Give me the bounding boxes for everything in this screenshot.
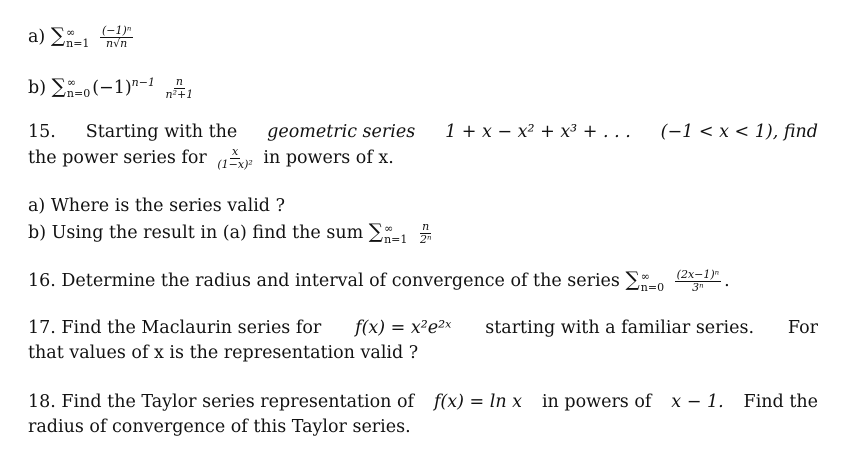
- item-b: [28, 72, 198, 101]
- fraction: [418, 221, 433, 246]
- q16-period: .: [724, 271, 730, 291]
- sum-upper: ∞: [384, 221, 394, 235]
- q16-line: [28, 268, 730, 294]
- fraction: [164, 76, 196, 101]
- q15-line2: [28, 146, 394, 171]
- q18-line2: radius of convergence of this Taylor series.: [28, 417, 411, 437]
- q17-text: For: [787, 318, 818, 338]
- q15-number: 15.: [28, 122, 56, 142]
- q15-part-b: [28, 220, 436, 246]
- fraction-numerator: n: [422, 220, 430, 233]
- sum-lower: n=0: [640, 280, 665, 294]
- q18-line1: [28, 391, 818, 413]
- sum-symbol: ∑: [51, 73, 66, 98]
- q15-part-b-text: b) Using the result in (a) find the sum: [28, 223, 364, 243]
- sum-upper: ∞: [640, 269, 650, 283]
- q15-text: the power series for: [28, 148, 207, 168]
- sum-symbol: ∑: [625, 267, 640, 291]
- q16-text: 16. Determine the radius and interval of convergence of the series: [28, 271, 620, 291]
- fraction: [675, 269, 721, 294]
- q18-text: Find the: [743, 392, 818, 412]
- q15-emphasis: geometric series: [267, 122, 416, 142]
- q17-formula: f(x) = x²e²ˣ: [355, 318, 452, 338]
- fraction-denominator: 2ⁿ: [419, 233, 432, 246]
- sum-limits: [641, 271, 664, 293]
- q17-text: 17. Find the Maclaurin series for: [28, 318, 322, 338]
- q18-formula: f(x) = ln x: [433, 392, 523, 412]
- fraction-numerator: x: [231, 145, 239, 158]
- q15-series: 1 + x − x² + x³ + . . .: [445, 122, 631, 142]
- sum-limits: [66, 27, 89, 49]
- q18-formula: x − 1.: [671, 392, 724, 412]
- fraction-denominator: (1−x)²: [217, 158, 253, 171]
- term-exponent: n−1: [131, 76, 155, 89]
- fraction-numerator: (−1)ⁿ: [102, 24, 132, 37]
- sum-limits: [67, 77, 90, 99]
- q17-line1: [28, 317, 818, 339]
- sum-limits: [384, 223, 407, 245]
- fraction-numerator: (2x−1)ⁿ: [676, 268, 720, 281]
- q15-text: in powers of x.: [263, 148, 394, 168]
- fraction: [100, 25, 133, 50]
- sum-upper: ∞: [66, 25, 76, 39]
- q18-text: 18. Find the Taylor series representation of: [28, 392, 415, 412]
- fraction-numerator: n: [175, 74, 183, 88]
- item-b-label: b): [28, 77, 47, 98]
- sum-symbol: ∑: [368, 219, 384, 243]
- q17-text: starting with a familiar series.: [485, 318, 755, 338]
- sum-lower: n=1: [384, 232, 408, 246]
- q15-line1: [28, 121, 818, 143]
- item-a: [28, 24, 136, 50]
- q17-line2: that values of x is the representation valid ?: [28, 343, 419, 363]
- q15-interval: (−1 < x < 1), find: [660, 122, 818, 142]
- sum-lower: n=1: [66, 36, 90, 50]
- q15-part-a: a) Where is the series valid ?: [28, 196, 285, 216]
- fraction-denominator: n√n: [106, 37, 128, 50]
- fraction: [215, 146, 254, 171]
- sum-upper: ∞: [66, 76, 77, 90]
- sum-symbol: ∑: [50, 23, 66, 47]
- q15-text: Starting with the: [85, 122, 238, 142]
- item-a-label: a): [28, 27, 46, 47]
- fraction-denominator: 3ⁿ: [692, 281, 704, 294]
- fraction-denominator: n²+1: [165, 87, 194, 101]
- q18-text: in powers of: [541, 392, 652, 412]
- term-base: (−1): [92, 77, 132, 98]
- sum-lower: n=0: [66, 87, 91, 101]
